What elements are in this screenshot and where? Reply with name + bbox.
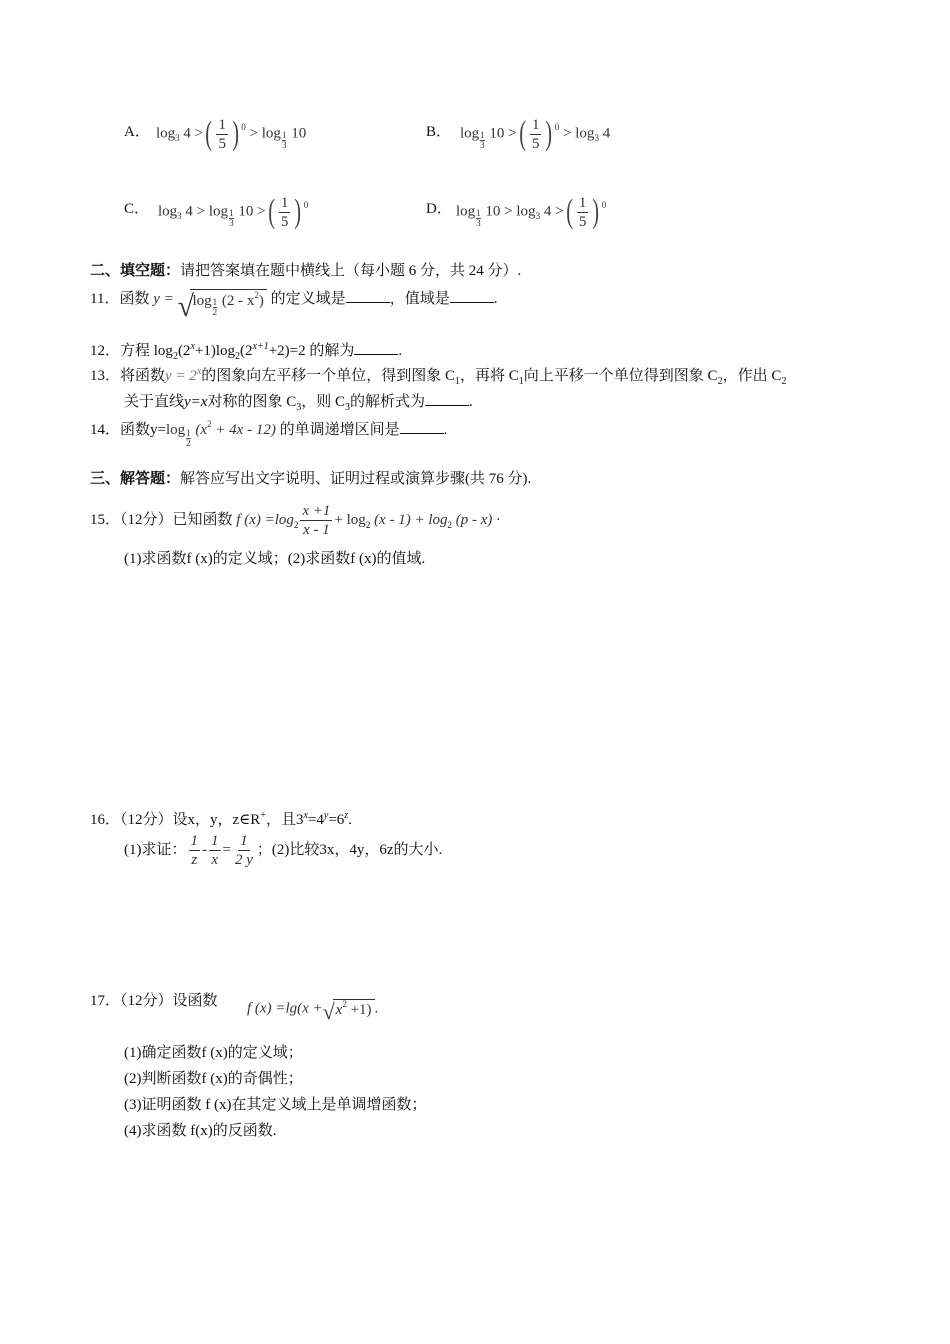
- question-16: 16．（12分）设x，y，z∈R+，且$3^x=4^y=6^z$.: [90, 810, 352, 828]
- choice-a-expression: $\log_3 4$ >( $\frac{1}{5}$ ) $^0$ > log $\frac{1}{3}$ 10: [156, 115, 307, 152]
- choice-b-label: B．: [426, 124, 452, 140]
- question-17-part-1: (1)确定函数f (x)的定义域；: [124, 1045, 303, 1061]
- question-13-line-2: 关于直线y=x对称的图象 $C_3$，则 $C_3$的解析式为 .: [124, 390, 473, 411]
- choice-b-expression: log $\frac{1}{3}$ 10 >( $\frac{1}{5}$ ) $^0 > \log_3 4$: [460, 115, 611, 152]
- question-17-part-4: (4)求函数 f(x)的反函数.: [124, 1123, 277, 1139]
- choice-a-label: A．: [124, 124, 150, 140]
- choice-d-expression: log $\frac{1}{3}$ $10 > \log_3 4$ >( $\frac{1}{5}$ ) $^0$: [456, 193, 607, 230]
- question-17-part-2: (2)判断函数f (x)的奇偶性；: [124, 1071, 303, 1087]
- question-16-parts: (1)求证： $\frac{1}{z}$ - $\frac{1}{x}$ = $\frac{1}{2 y}$ ；(2)比较3x，4y，6z的大小.: [124, 833, 443, 868]
- choice-c-expression: $\log_3 4 > \log$ $\frac{1}{3}$ 10 >( $\frac{1}{5}$ ) $^0$: [158, 193, 309, 230]
- choice-d-label: D．: [426, 201, 452, 217]
- answer-blank-range: [450, 288, 494, 303]
- answer-blank-13: [425, 391, 469, 406]
- question-17-function: f (x) =lg(x + √ $x^2 +1$) .: [247, 999, 379, 1024]
- answer-blank-domain: [346, 288, 390, 303]
- answer-blank-14: [400, 419, 444, 434]
- section-three-heading: 三、解答题：解答应写出文字说明、证明过程或演算步骤(共 76 分).: [90, 471, 532, 487]
- question-12: 12．方程 $\log_2(2^x+1)\log_2(2^{x+1}+2)=2$ 的解为 .: [90, 341, 403, 362]
- question-14: 14．函数y=log $\frac{1}{2}$ $(x^2 + 4x - 12)$ 的单调递增区间是 .: [90, 419, 448, 449]
- question-17: 17．（12分）设函数: [90, 993, 218, 1009]
- question-17-part-3: (3)证明函数 f (x)在其定义域上是单调增函数；: [124, 1097, 427, 1113]
- question-15-parts: (1)求函数f (x)的定义域；(2)求函数f (x)的值域.: [124, 551, 426, 567]
- question-15: 15．（12分）已知函数 f $(x) =\log_2$ $\frac{x +1}{x - 1}$ + $\log_2 (x - 1) + \log_2 (p - x)$ ·: [90, 503, 500, 538]
- section-two-heading: 二、填空题：请把答案填在题中横线上（每小题 6 分，共 24 分）.: [90, 263, 522, 279]
- answer-blank-12: [354, 340, 398, 355]
- question-11: 11．函数 y = √ log $\frac{1}{2}$ $(2 - x^2)$ 的定义域是 ，值域是 .: [90, 289, 498, 323]
- question-13-line-1: 13．将函数$y = 2^x$的图象向左平移一个单位，得到图象 $C_1$，再将 $C_1$向上平移一个单位得到图象 $C_2$，作出 $C_2$: [90, 366, 787, 387]
- choice-c-label: C．: [124, 201, 150, 217]
